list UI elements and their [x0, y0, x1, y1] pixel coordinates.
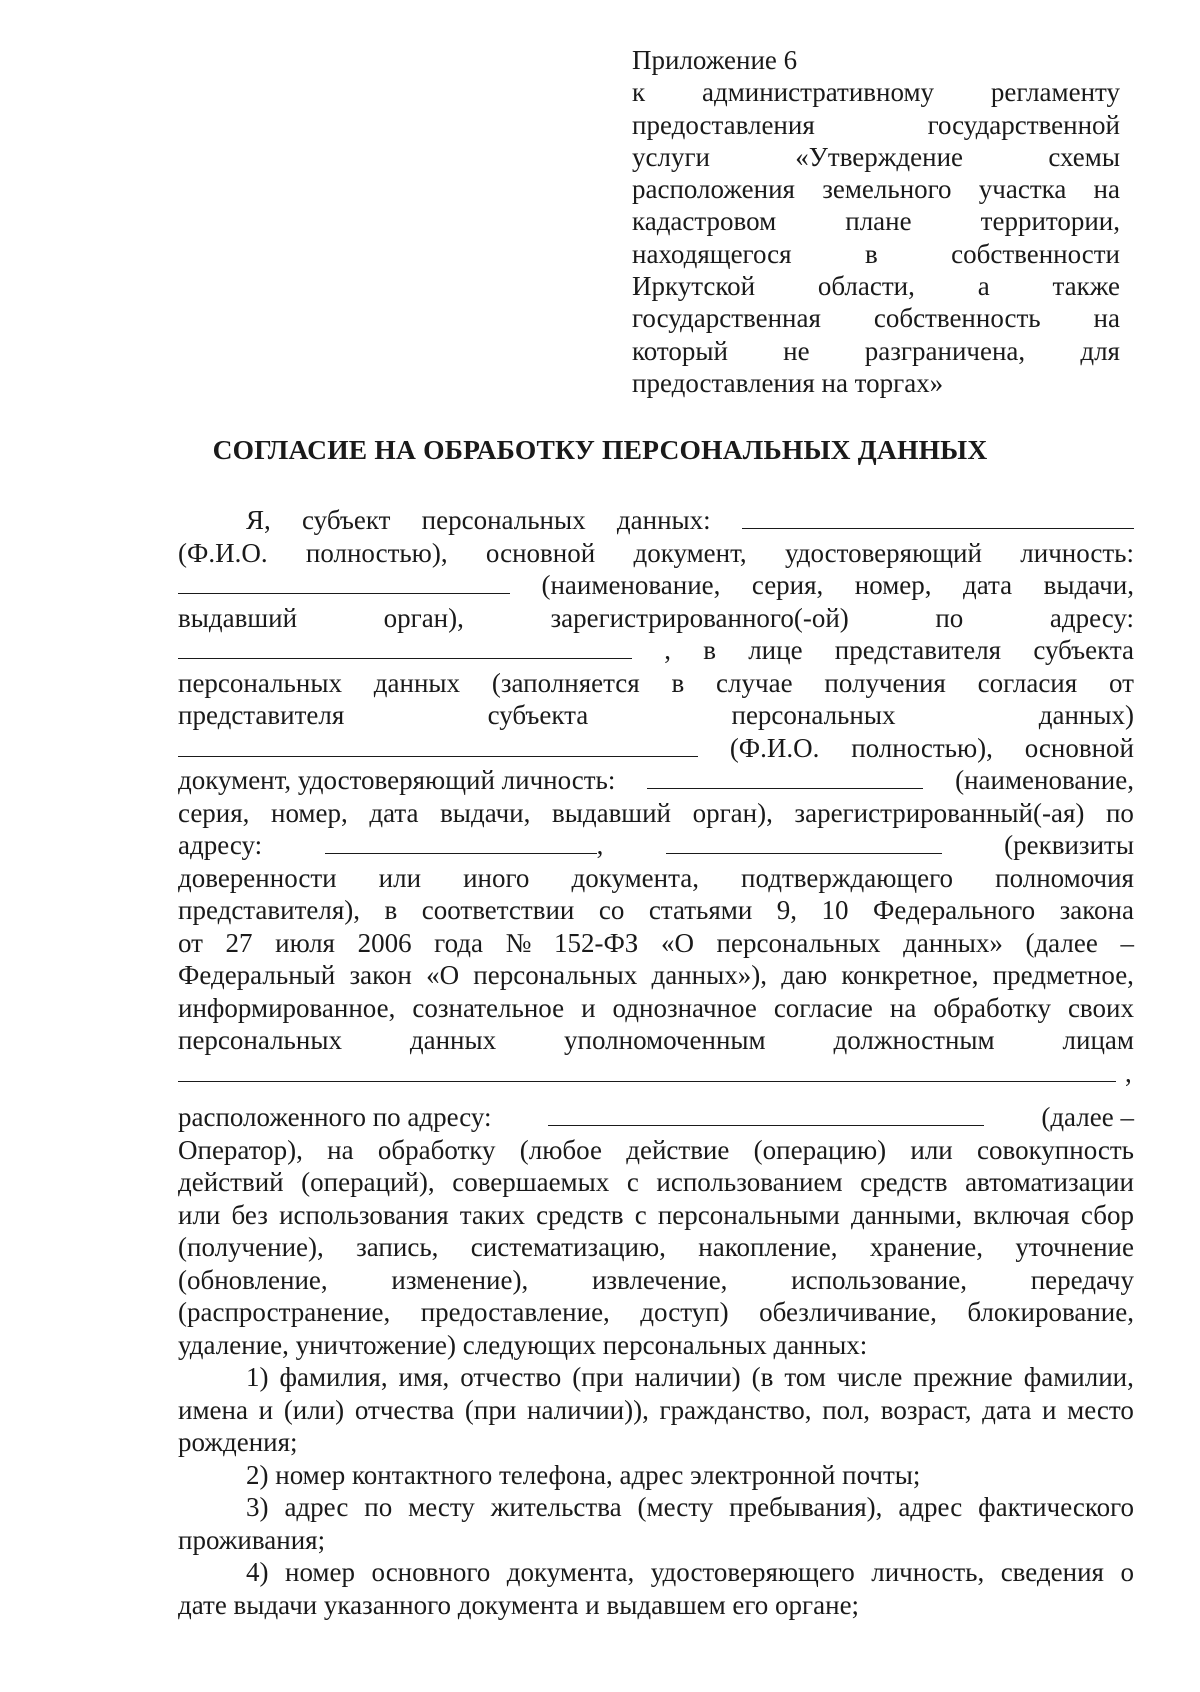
word: месту — [408, 1492, 475, 1522]
word: орган), — [383, 602, 464, 633]
word: (операцию) — [753, 1134, 887, 1165]
word: от — [178, 927, 203, 958]
word: данных» — [903, 927, 1003, 958]
text-line — [178, 829, 1134, 862]
text-line — [178, 992, 1134, 1025]
word: дата — [963, 570, 1013, 600]
word: номер, — [854, 570, 932, 600]
text-fragment: , — [1125, 1057, 1132, 1088]
word: средств — [860, 1167, 948, 1197]
word: государственная — [632, 303, 821, 334]
word: или — [910, 1134, 953, 1165]
word: обработку — [377, 1134, 496, 1165]
word: земельного — [822, 174, 952, 205]
appendix-lines — [632, 76, 1120, 399]
word: полностью), — [305, 537, 448, 568]
word: даю — [781, 960, 828, 990]
appendix-line — [632, 367, 1120, 399]
word: данных — [373, 667, 461, 698]
word: представителя — [178, 700, 345, 730]
consent-text — [178, 504, 1134, 1621]
appendix-line — [632, 270, 1120, 302]
word: действий — [178, 1167, 284, 1197]
text-line — [178, 602, 1134, 635]
text-line — [178, 1361, 1134, 1394]
word: предметное, — [992, 960, 1134, 990]
text-line — [178, 1589, 1134, 1622]
word: подтверждающего — [741, 862, 954, 893]
word: уполномоченным — [564, 1025, 766, 1055]
word: данных — [409, 1025, 497, 1055]
word: (Ф.И.О. — [178, 537, 268, 568]
address-blank[interactable] — [178, 636, 632, 659]
word: обезличивание, — [759, 1297, 937, 1327]
appendix-title: Приложение 6 — [632, 45, 798, 75]
text-line — [178, 699, 1134, 732]
word: также — [1052, 271, 1120, 302]
word: извлечение, — [591, 1264, 728, 1295]
word: документ, — [633, 537, 747, 568]
word: области, — [817, 271, 915, 302]
word: средств — [536, 1199, 624, 1230]
word: пол, — [822, 1394, 871, 1425]
word: по — [935, 602, 964, 633]
word: – — [1120, 927, 1134, 958]
word: предоставления на торгах» — [632, 367, 944, 398]
word: выдачи, — [440, 797, 531, 828]
word: случае — [716, 667, 793, 698]
word: выдачи, — [1043, 570, 1134, 600]
word: не — [783, 335, 810, 366]
text-line — [178, 1524, 1134, 1557]
word: номер — [285, 1557, 356, 1587]
word: согласие — [773, 992, 873, 1023]
word: «О — [426, 960, 460, 990]
word: лице — [748, 635, 803, 665]
text-line — [178, 764, 1134, 797]
word: конкретное, — [841, 960, 979, 990]
word: разграничена, — [864, 335, 1026, 366]
word: данных: — [616, 505, 711, 535]
text-line — [178, 1199, 1134, 1232]
word: зарегистрированного(-ой) — [550, 602, 849, 633]
word: или — [178, 1199, 221, 1230]
word: (обновление, — [178, 1264, 328, 1295]
word: закона — [1059, 895, 1134, 925]
word: без — [231, 1199, 268, 1230]
text-fragment: адресу: — [178, 830, 263, 860]
text-line — [178, 1459, 1134, 1492]
word: однозначное — [612, 992, 757, 1023]
word: собственности — [951, 238, 1120, 269]
text-line — [178, 1426, 1134, 1459]
word: субъекта — [1033, 635, 1134, 665]
word: на — [327, 1134, 354, 1165]
word: и — [581, 992, 596, 1023]
word: 10 — [821, 895, 849, 925]
word: года — [434, 927, 484, 958]
word: на — [1093, 174, 1120, 205]
word: персональных — [731, 700, 896, 730]
word: субъект — [302, 505, 391, 535]
word: выдавший — [551, 797, 672, 828]
word: субъекта — [487, 700, 589, 730]
word: включая — [973, 1199, 1070, 1230]
word: использованием — [656, 1167, 843, 1197]
document-blank[interactable] — [178, 571, 510, 594]
word: доступ) — [640, 1297, 729, 1327]
text-fragment: рождения; — [178, 1427, 298, 1457]
word: использование, — [791, 1264, 967, 1295]
word: должностным — [833, 1025, 995, 1055]
word: собственность — [873, 303, 1041, 334]
word: в — [671, 667, 685, 698]
word: систематизацию, — [470, 1232, 666, 1262]
text-line — [178, 1101, 1134, 1134]
word: выдавший — [178, 602, 298, 633]
operator-address-blank[interactable] — [548, 1103, 984, 1126]
word: изменение), — [391, 1264, 529, 1295]
word: данных»), — [651, 960, 768, 990]
word: представителя), — [178, 895, 361, 925]
word: административному — [701, 77, 935, 108]
word: (или) — [283, 1394, 345, 1425]
word: автоматизации — [965, 1167, 1134, 1197]
word: числе — [836, 1362, 903, 1392]
word: серия, — [751, 570, 824, 600]
text-fragment: расположенного по адресу: — [178, 1102, 492, 1132]
text-line — [178, 504, 1134, 537]
appendix-line — [632, 141, 1120, 173]
word: документа, — [571, 862, 699, 893]
word: (месту — [637, 1492, 714, 1522]
subject-name-blank[interactable] — [742, 506, 1134, 529]
word: на — [1093, 303, 1120, 334]
word: информированное, — [178, 992, 396, 1023]
text-fragment: проживания; — [178, 1524, 326, 1555]
text-fragment: дате выдачи указанного документа и выдавшем его органе; — [178, 1589, 860, 1620]
word: личность, — [871, 1557, 985, 1587]
word: 9, — [776, 895, 798, 925]
word: блокирование, — [967, 1297, 1134, 1327]
text-fragment: 2) номер контактного телефона, адрес электронной почты; — [246, 1459, 921, 1490]
word: получения — [824, 667, 946, 698]
word: основной — [1024, 732, 1134, 763]
word: 27 — [225, 927, 253, 958]
word: июля — [275, 927, 335, 958]
word: доверенности — [178, 862, 337, 893]
word: (Ф.И.О. — [729, 732, 820, 763]
word: фактического — [978, 1492, 1134, 1522]
word: удостоверяющего — [650, 1557, 855, 1587]
word: и — [258, 1394, 274, 1425]
word: отчество — [460, 1362, 562, 1392]
appendix-line — [632, 109, 1120, 141]
word: персональных — [716, 927, 881, 958]
word: закон — [349, 960, 412, 990]
word: дата — [369, 797, 419, 828]
word: (при — [572, 1362, 624, 1392]
word: полномочия — [995, 862, 1134, 893]
text-line — [178, 959, 1134, 992]
text-line — [178, 1231, 1134, 1264]
word: (любое — [519, 1134, 602, 1165]
text-fragment: (наименование, — [955, 765, 1134, 795]
word: от — [1109, 667, 1134, 698]
word: личность: — [1020, 537, 1134, 568]
word: и — [1042, 1394, 1057, 1425]
word: Иркутской — [632, 271, 756, 302]
word: (при — [464, 1394, 517, 1425]
word: уточнение — [1015, 1232, 1134, 1262]
word: соответствии — [421, 895, 575, 925]
text-line — [178, 537, 1134, 570]
word: адресу: — [1049, 602, 1134, 633]
word: данными, — [851, 1199, 963, 1230]
appendix-line — [632, 335, 1120, 367]
text-line — [178, 1134, 1134, 1167]
word: с — [626, 1167, 639, 1197]
document-title: СОГЛАСИЕ НА ОБРАБОТКУ ПЕРСОНАЛЬНЫХ ДАННЫХ — [212, 434, 988, 465]
operator-blank[interactable] — [178, 1059, 1116, 1082]
word: в — [703, 635, 716, 665]
appendix-line — [632, 205, 1120, 237]
text-line — [178, 927, 1134, 960]
word: полностью), — [851, 732, 993, 763]
text-line — [178, 1166, 1134, 1199]
text-line — [178, 1024, 1134, 1057]
word: 4) — [246, 1557, 269, 1587]
word: услуги — [632, 141, 710, 172]
appendix-block — [632, 44, 1120, 399]
representative-document-blank[interactable] — [647, 766, 923, 789]
word: государственной — [927, 109, 1120, 140]
word: который — [632, 335, 728, 366]
word: номер, — [271, 797, 348, 828]
word: основной — [485, 537, 596, 568]
word: предоставления — [632, 109, 815, 140]
word: своих — [1067, 992, 1134, 1023]
representative-name-blank[interactable] — [178, 734, 698, 757]
word: обработку — [933, 992, 1051, 1023]
word: место — [1067, 1394, 1134, 1425]
word: хранение, — [869, 1232, 983, 1262]
word: удостоверяющий — [784, 537, 982, 568]
word: а — [977, 271, 990, 302]
text-fragment: документ, удостоверяющий личность: — [178, 765, 616, 795]
word: по — [364, 1492, 393, 1522]
appendix-line — [632, 238, 1120, 270]
word: (заполняется — [491, 667, 640, 698]
text-line — [178, 1264, 1134, 1297]
word: Я, — [246, 505, 271, 535]
word: представителя — [834, 635, 1002, 665]
word: для — [1080, 335, 1120, 366]
word: согласия — [977, 667, 1078, 698]
word: в — [384, 895, 398, 925]
text-line — [178, 1491, 1134, 1524]
word: Федеральный — [178, 960, 336, 990]
word: пребывания), — [729, 1492, 883, 1522]
word: совершаемых — [452, 1167, 610, 1197]
word: (далее — [1025, 927, 1098, 958]
text-fragment: , — [596, 830, 604, 860]
word: по — [1105, 797, 1134, 828]
word: персональных — [178, 667, 342, 698]
word: предоставление, — [420, 1297, 610, 1327]
word: персональными — [657, 1199, 840, 1230]
word: на — [889, 992, 917, 1023]
text-fragment: (реквизиты — [1004, 830, 1134, 860]
word: Федерального — [873, 895, 1036, 925]
word: Оператор), — [178, 1134, 303, 1165]
word: лицам — [1062, 1025, 1134, 1055]
word: 152-ФЗ — [553, 927, 639, 958]
word: или — [378, 862, 422, 893]
word: статьями — [648, 895, 753, 925]
word: (распространение, — [178, 1297, 391, 1327]
word: отчества — [354, 1394, 455, 1425]
text-line — [178, 1394, 1134, 1427]
word: сознательное — [412, 992, 565, 1023]
word: таких — [459, 1199, 525, 1230]
word: использования — [279, 1199, 449, 1230]
power-of-attorney-blank[interactable] — [666, 831, 942, 854]
word: основного — [371, 1557, 491, 1587]
word: кадастровом — [632, 206, 777, 237]
word: (в — [751, 1362, 774, 1392]
word: гражданство, — [659, 1394, 812, 1425]
text-line — [178, 894, 1134, 927]
word: документа, — [506, 1557, 635, 1587]
word: № — [505, 927, 532, 958]
word: сведения — [1000, 1557, 1104, 1587]
word: находящегося — [632, 238, 792, 269]
word: том — [784, 1362, 826, 1392]
text-line — [178, 569, 1134, 602]
word: иного — [463, 862, 530, 893]
text-line — [178, 1329, 1134, 1362]
word: о — [1120, 1557, 1134, 1587]
text-line — [178, 1556, 1134, 1589]
word: зарегистрированный(-ая) — [794, 797, 1085, 828]
word: данных) — [1038, 700, 1134, 730]
word: действие — [626, 1134, 730, 1165]
word: , — [664, 635, 671, 665]
word: схемы — [1048, 141, 1120, 172]
word: имена — [178, 1394, 248, 1425]
word: запись, — [356, 1232, 439, 1262]
text-line — [178, 634, 1134, 667]
word: 1) — [246, 1362, 269, 1392]
word: наличии) — [634, 1362, 741, 1392]
word: накопление, — [698, 1232, 838, 1262]
word: жительства — [490, 1492, 622, 1522]
text-line — [178, 1057, 1134, 1090]
text-line — [178, 667, 1134, 700]
word: участка — [978, 174, 1067, 205]
word: орган), — [692, 797, 773, 828]
appendix-line — [632, 173, 1120, 205]
word: территории, — [980, 206, 1120, 237]
word: серия, — [178, 797, 250, 828]
word: плане — [845, 206, 912, 237]
text-fragment: (далее – — [1041, 1102, 1134, 1132]
word: регламенту — [990, 77, 1120, 108]
text-fragment: удаление, уничтожение) следующих персональных данных: — [178, 1329, 868, 1360]
word: имя, — [398, 1362, 450, 1392]
word: в — [864, 238, 878, 269]
word: дата — [982, 1394, 1032, 1425]
word: «Утверждение — [795, 141, 964, 172]
word: (операций), — [301, 1167, 435, 1197]
word: расположения — [632, 174, 795, 205]
word: адрес — [284, 1492, 349, 1522]
word: 3) — [246, 1492, 269, 1522]
word: сбор — [1080, 1199, 1134, 1230]
text-line — [178, 732, 1134, 765]
word: возраст, — [880, 1394, 972, 1425]
word: персональных — [178, 1025, 342, 1055]
word: совокупность — [977, 1134, 1134, 1165]
word: наличии)), — [527, 1394, 649, 1425]
appendix-line — [632, 302, 1120, 334]
word: прежние — [913, 1362, 1013, 1392]
word: со — [598, 895, 625, 925]
word: фамилии, — [1023, 1362, 1134, 1392]
appendix-line — [632, 76, 1120, 108]
text-line — [178, 862, 1134, 895]
word: передачу — [1030, 1264, 1134, 1295]
word: фамилия, — [279, 1362, 388, 1392]
word: «О — [660, 927, 694, 958]
word: (наименование, — [541, 570, 721, 600]
text-line — [178, 1296, 1134, 1329]
word: к — [632, 77, 646, 108]
representative-address-blank[interactable] — [325, 831, 597, 854]
word: персональных — [421, 505, 586, 535]
word: (получение), — [178, 1232, 324, 1262]
word: адрес — [898, 1492, 963, 1522]
word: 2006 — [357, 927, 412, 958]
word: с — [634, 1199, 647, 1230]
text-line — [178, 797, 1134, 830]
word: персональных — [473, 960, 638, 990]
